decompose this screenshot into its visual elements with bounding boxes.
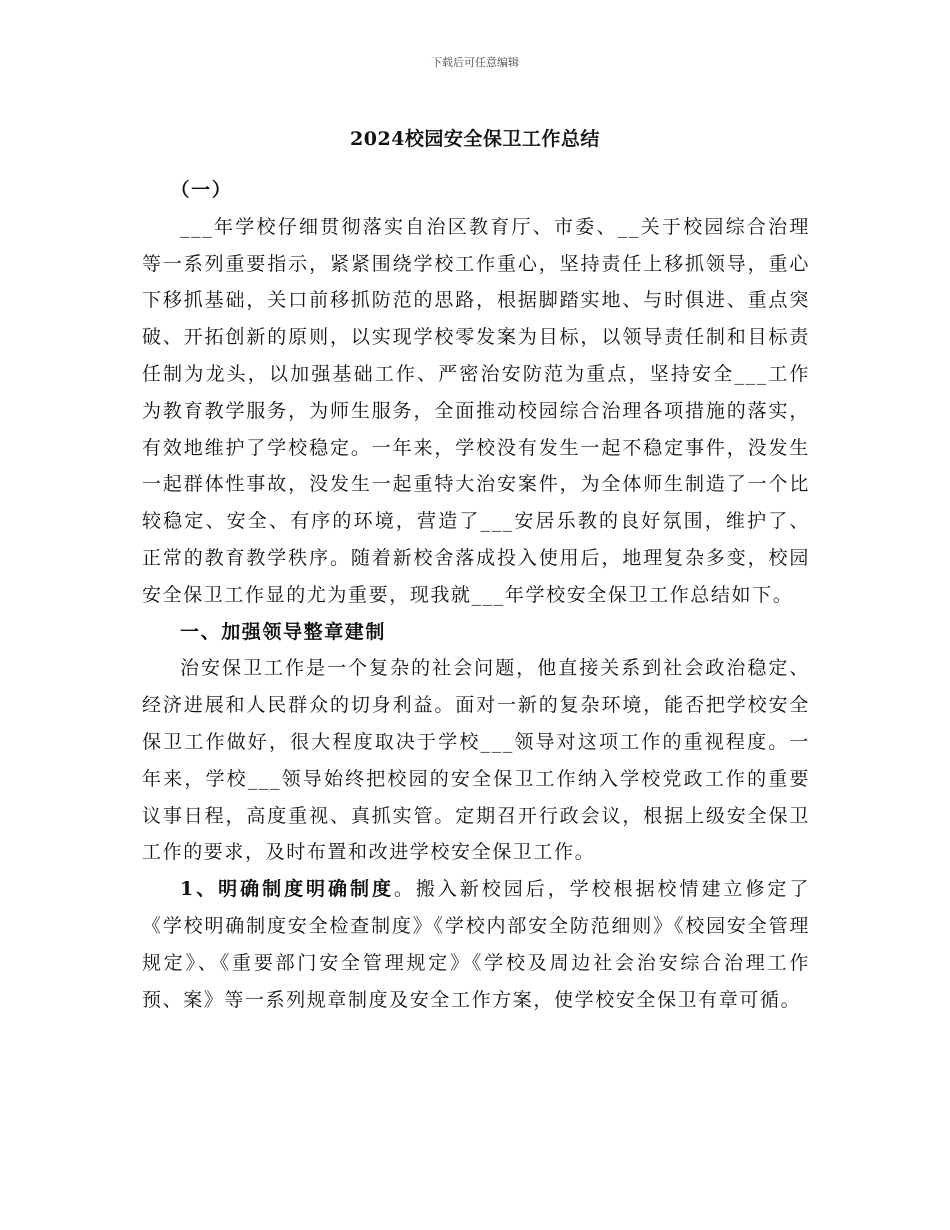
header-note: 下载后可任意编辑 <box>431 56 519 69</box>
item-body: 。搬入新校园后，学校根据校情建立修定了《学校明确制度安全检查制度》《学校内部安全防范细则》《校园安全管理规定》、《重要部门安全管理规定》《学校及周边社会治安综合治理工作预、案》等一系列规章制度及安全工作方案，使学校安全保卫有章可循。 <box>142 878 810 1011</box>
item-lead: 1、明确制度明确制度 <box>180 878 394 901</box>
section-paragraph: 治安保卫工作是一个复杂的社会问题，他直接关系到社会政治稳定、经济进展和人民群众的切身利益。面对一新的复杂环境，能否把学校安全保卫工作做好，很大程度取决于学校___领导对这项工作的重视程度。一年来，学校___领导始终把校园的安全保卫工作纳入学校党政工作的重要议事日程，高度重视、真抓实管。定期召开行政会议，根据上级安全保卫工作的要求，及时布置和改进学校安全保卫工作。 <box>142 657 810 864</box>
document-title: 2024校园安全保卫工作总结 <box>350 128 600 150</box>
item-paragraph <box>142 871 810 1018</box>
document-body <box>142 172 810 1018</box>
intro-paragraph: ___年学校仔细贯彻落实自治区教育厅、市委、__关于校园综合治理等一系列重要指示，紧紧围绕学校工作重心，坚持责任上移抓领导，重心下移抓基础，关口前移抓防范的思路，根据脚踏实地、与时俱进、重点突破、开拓创新的原则，以实现学校零发案为目标，以领导责任制和目标责任制为龙头，以加强基础工作、严密治安防范为重点，坚持安全___工作为教育教学服务，为师生服务，全面推动校园综合治理各项措施的落实，有效地维护了学校稳定。一年来，学校没有发生一起不稳定事件，没发生一起群体性事故，没发生一起重特大治安案件，为全体师生制造了一个比较稳定、安全、有序的环境，营造了___安居乐教的良好氛围，维护了、正常的教育教学秩序。随着新校舍落成投入使用后，地理复杂多变，校园安全保卫工作显的尤为重要，现我就___年学校安全保卫工作总结如下。 <box>142 215 810 606</box>
part-label: （一） <box>170 179 233 201</box>
section-heading: 一、加强领导整章建制 <box>180 620 387 643</box>
